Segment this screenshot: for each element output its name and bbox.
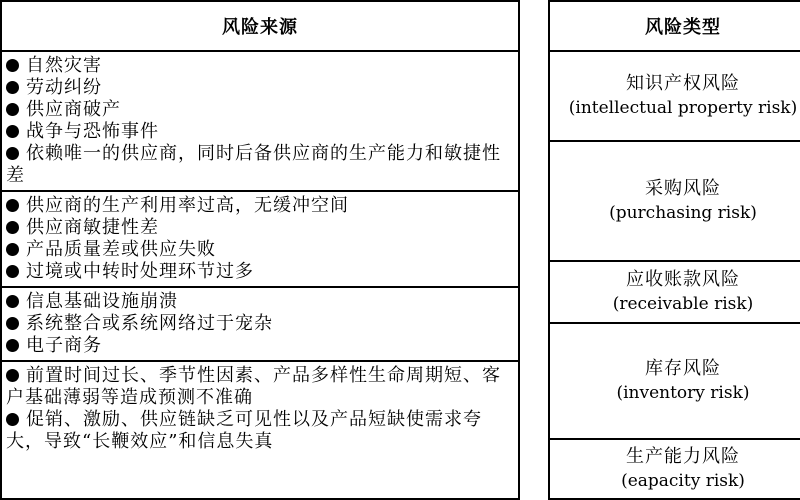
risk-type-header: 风险类型 [550,2,800,52]
bullet-icon [6,103,19,116]
risk-type-row [550,440,800,498]
risk-type-zh: 采购风险 [645,178,721,199]
risk-source-group-2 [2,192,518,288]
bullet-icon [6,221,19,234]
list-item: 过境或中转时处理环节过多 [6,261,514,283]
risk-type-en: (receivable risk) [612,294,754,314]
risk-type-zh: 应收账款风险 [626,269,740,290]
risk-source-group-4 [2,362,518,498]
list-item: 战争与恐怖事件 [6,121,514,143]
risk-type-en: (eapacity risk) [621,471,745,491]
bullet-icon [6,339,19,352]
bullet-icon [6,413,19,426]
bullet-icon [6,317,19,330]
risk-type-zh: 知识产权风险 [626,73,740,94]
bullet-icon [6,369,19,382]
risk-type-en: (purchasing risk) [609,203,757,223]
risk-type-row [550,262,800,324]
bullet-icon [6,147,19,160]
risk-source-group-1 [2,52,518,192]
bullet-icon [6,295,19,308]
list-item: 产品质量差或供应失败 [6,239,514,261]
bullet-icon [6,265,19,278]
bullet-icon [6,59,19,72]
list-item: 电子商务 [6,335,514,357]
risk-type-zh: 库存风险 [645,358,721,379]
risk-type-zh: 生产能力风险 [626,446,740,467]
bullet-icon [6,81,19,94]
risk-type-row [550,52,800,142]
list-item: 促销、激励、供应链缺乏可见性以及产品短缺使需求夸大，导致“长鞭效应”和信息失真 [6,409,482,452]
risk-type-row [550,324,800,440]
list-item: 信息基础设施崩溃 [6,291,514,313]
risk-type-table [548,0,800,500]
list-item: 供应商敏捷性差 [6,217,514,239]
bullet-icon [6,243,19,256]
list-item: 系统整合或系统网络过于宠杂 [6,313,514,335]
risk-type-en: (intellectual property risk) [568,98,798,118]
risk-type-row [550,142,800,262]
bullet-icon [6,125,19,138]
list-item: 自然灾害 [6,55,514,77]
bullet-icon [6,199,19,212]
list-item: 前置时间过长、季节性因素、产品多样性生命周期短、客户基础薄弱等造成预测不准确 [6,365,501,408]
risk-source-group-3 [2,288,518,362]
list-item: 供应商的生产利用率过高，无缓冲空间 [6,195,514,217]
risk-source-header: 风险来源 [2,2,518,52]
list-item: 供应商破产 [6,99,514,121]
list-item: 依赖唯一的供应商，同时后备供应商的生产能力和敏捷性差 [6,143,501,186]
list-item: 劳动纠纷 [6,77,514,99]
risk-type-en: (inventory risk) [616,383,750,403]
